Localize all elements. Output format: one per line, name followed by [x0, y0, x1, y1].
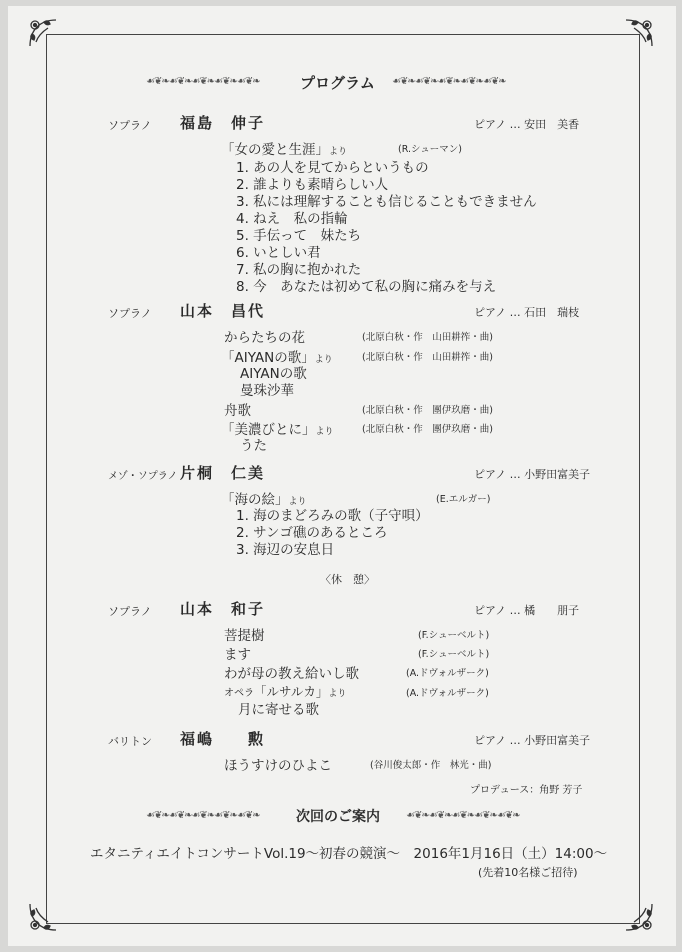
song-title: 2. サンゴ礁のあるところ	[236, 525, 388, 541]
intermission: 〈休 憩〉	[320, 573, 375, 586]
voice-type: バリトン	[108, 735, 152, 748]
song-title: AIYANの歌	[240, 366, 307, 382]
song-title: 8. 今 あなたは初めて私の胸に痛みを与え	[236, 279, 497, 295]
song-title: 月に寄せる歌	[238, 702, 319, 718]
song-title: ます	[224, 647, 251, 663]
song-credit: (北原白秋・作 山田耕筰・曲)	[362, 332, 493, 343]
floral-corner-icon	[26, 16, 60, 50]
next-concert-info: エタニティエイトコンサートVol.19～初春の競演～ 2016年1月16日（土）14:00～	[90, 846, 608, 862]
song-credit: (E.エルガー)	[436, 494, 491, 505]
song-title: 6. いとしい君	[236, 245, 321, 261]
voice-type: メゾ・ソプラノ	[108, 471, 178, 482]
song-title: 4. ねえ 私の指輪	[236, 211, 348, 227]
song-title: 舟歌	[224, 403, 251, 419]
song-title: オペラ「ルサルカ」より	[224, 684, 347, 699]
next-concert-title: 次回のご案内	[296, 809, 380, 825]
ornament-divider: ☙❦❧☙❦❧☙❦❧☙❦❧☙❦❧	[392, 76, 506, 87]
singer-name: 山本 昌代	[180, 302, 266, 320]
song-title: 「海の絵」より	[221, 492, 307, 508]
floral-corner-icon	[622, 900, 656, 934]
song-title: 「女の愛と生涯」より	[221, 142, 348, 158]
song-title: うた	[240, 438, 267, 454]
song-credit: (A.ドヴォルザーク)	[406, 668, 489, 679]
program-title: プログラム	[300, 74, 375, 92]
pianist: ピアノ … 橘 朋子	[474, 604, 580, 617]
next-concert-note: (先着10名様ご招待)	[478, 866, 578, 879]
voice-type: ソプラノ	[108, 307, 152, 320]
voice-type: ソプラノ	[108, 605, 152, 618]
floral-corner-icon	[26, 900, 60, 934]
song-title: 曼珠沙華	[240, 383, 294, 399]
song-credit: (北原白秋・作 山田耕筰・曲)	[362, 352, 493, 363]
song-title: からたちの花	[224, 330, 305, 346]
voice-type: ソプラノ	[108, 119, 152, 132]
singer-name: 山本 和子	[180, 600, 266, 618]
floral-corner-icon	[622, 16, 656, 50]
pianist: ピアノ … 安田 美香	[474, 118, 580, 131]
program-sheet	[8, 6, 676, 946]
song-title: わが母の教え給いし歌	[224, 666, 359, 682]
song-title: 2. 誰よりも素晴らしい人	[236, 177, 389, 193]
song-credit: (北原白秋・作 團伊玖磨・曲)	[362, 405, 493, 416]
song-title: 3. 私には理解することも信じることもできません	[236, 194, 537, 210]
song-credit: (北原白秋・作 團伊玖磨・曲)	[362, 424, 493, 435]
song-title: 菩提樹	[224, 628, 265, 644]
ornament-divider: ☙❦❧☙❦❧☙❦❧☙❦❧☙❦❧	[146, 76, 260, 87]
pianist: ピアノ … 小野田富美子	[474, 734, 591, 747]
song-credit: (谷川俊太郎・作 林光・曲)	[370, 760, 492, 771]
song-title: 「美濃びとに」より	[221, 422, 334, 438]
song-credit: (R.シューマン)	[398, 144, 463, 155]
song-title: ほうすけのひよこ	[224, 758, 332, 774]
pianist: ピアノ … 石田 瑞枝	[474, 306, 580, 319]
singer-name: 福嶋 勲	[180, 730, 266, 748]
song-title: 1. あの人を見てからというもの	[236, 160, 429, 176]
pianist: ピアノ … 小野田富美子	[474, 468, 591, 481]
ornament-divider: ☙❦❧☙❦❧☙❦❧☙❦❧☙❦❧	[146, 810, 260, 821]
song-credit: (F.シューベルト)	[418, 630, 490, 641]
song-title: 3. 海辺の安息日	[236, 542, 335, 558]
song-credit: (A.ドヴォルザーク)	[406, 688, 489, 699]
ornament-divider: ☙❦❧☙❦❧☙❦❧☙❦❧☙❦❧	[406, 810, 520, 821]
song-credit: (F.シューベルト)	[418, 649, 490, 660]
singer-name: 福島 伸子	[180, 114, 266, 132]
song-title: 「AIYANの歌」より	[221, 350, 333, 366]
song-title: 7. 私の胸に抱かれた	[236, 262, 362, 278]
producer-credit: プロデュース：角野 芳子	[470, 785, 583, 796]
song-title: 5. 手伝って 妹たち	[236, 228, 362, 244]
song-title: 1. 海のまどろみの歌（子守唄）	[236, 508, 429, 524]
singer-name: 片桐 仁美	[180, 464, 266, 482]
